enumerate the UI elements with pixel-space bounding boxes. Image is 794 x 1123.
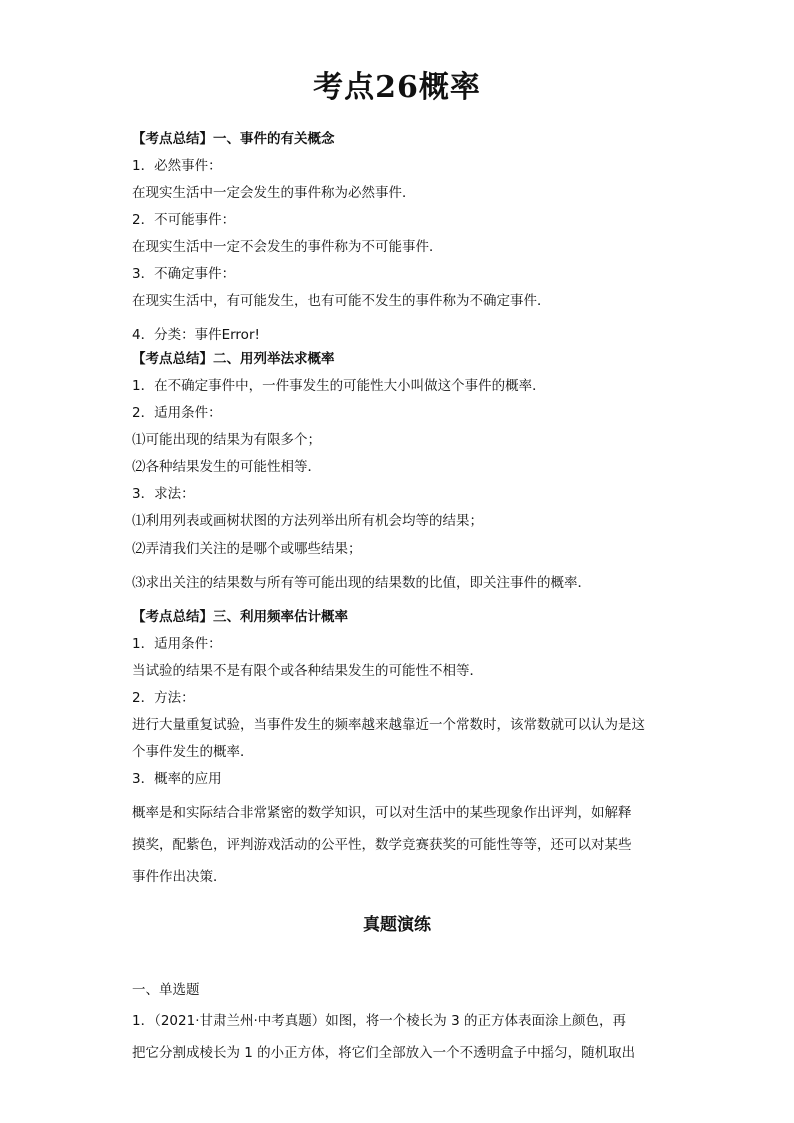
section-3-heading: 【考点总结】三、利用频率估计概率 — [132, 609, 348, 625]
section-2-line: 2．适用条件： — [132, 405, 222, 421]
section-1-line: 2．不可能事件： — [132, 212, 236, 228]
section-2-line: 3．求法： — [132, 486, 195, 502]
section-3-line: 个事件发生的概率． — [132, 744, 254, 760]
exercise-heading: 真题演练 — [363, 915, 431, 935]
section-3-line: 概率是和实际结合非常紧密的数学知识，可以对生活中的某些现象作出评判，如解释 — [132, 805, 632, 821]
section-1-line: 在现实生活中一定会发生的事件称为必然事件． — [132, 185, 416, 201]
question-type-label: 一、单选题 — [132, 982, 200, 998]
section-1-line: 1．必然事件： — [132, 158, 222, 174]
section-2-line: 1．在不确定事件中，一件事发生的可能性大小叫做这个事件的概率． — [132, 378, 546, 394]
section-3-line: 事件作出决策． — [132, 869, 227, 885]
section-3-line: 1．适用条件： — [132, 636, 222, 652]
question-1-line: 把它分割成棱长为 1 的小正方体，将它们全部放入一个不透明盒子中摇匀，随机取出 — [132, 1045, 636, 1061]
section-3-line: 进行大量重复试验，当事件发生的频率越来越靠近一个常数时，该常数就可以认为是这 — [132, 717, 645, 733]
section-2-line: ⑶求出关注的结果数与所有等可能出现的结果数的比值，即关注事件的概率． — [132, 575, 591, 591]
page-title: 考点26概率 — [313, 70, 481, 105]
section-2-line: ⑴利用列表或画树状图的方法列举出所有机会均等的结果； — [132, 513, 483, 529]
section-1-heading: 【考点总结】一、事件的有关概念 — [132, 131, 335, 147]
section-2-heading: 【考点总结】二、用列举法求概率 — [132, 351, 335, 367]
section-1-line: 3．不确定事件： — [132, 266, 236, 282]
section-1-line: 在现实生活中，有可能发生，也有可能不发生的事件称为不确定事件． — [132, 293, 551, 309]
section-3-line: 2．方法： — [132, 690, 195, 706]
question-1-line: 1．（2021·甘肃兰州·中考真题）如图，将一个棱长为 3 的正方体表面涂上颜色，再 — [132, 1013, 626, 1029]
section-2-line: ⑵弄清我们关注的是哪个或哪些结果； — [132, 541, 362, 557]
section-1-line: 4．分类：事件Error! — [132, 327, 260, 343]
section-2-line: ⑵各种结果发生的可能性相等． — [132, 459, 321, 475]
section-3-line: 当试验的结果不是有限个或各种结果发生的可能性不相等． — [132, 663, 483, 679]
section-2-line: ⑴可能出现的结果为有限多个； — [132, 432, 321, 448]
section-3-line: 摸奖，配紫色，评判游戏活动的公平性，数学竞赛获奖的可能性等等，还可以对某些 — [132, 837, 632, 853]
section-1-line: 在现实生活中一定不会发生的事件称为不可能事件． — [132, 239, 443, 255]
section-3-line: 3．概率的应用 — [132, 771, 222, 787]
